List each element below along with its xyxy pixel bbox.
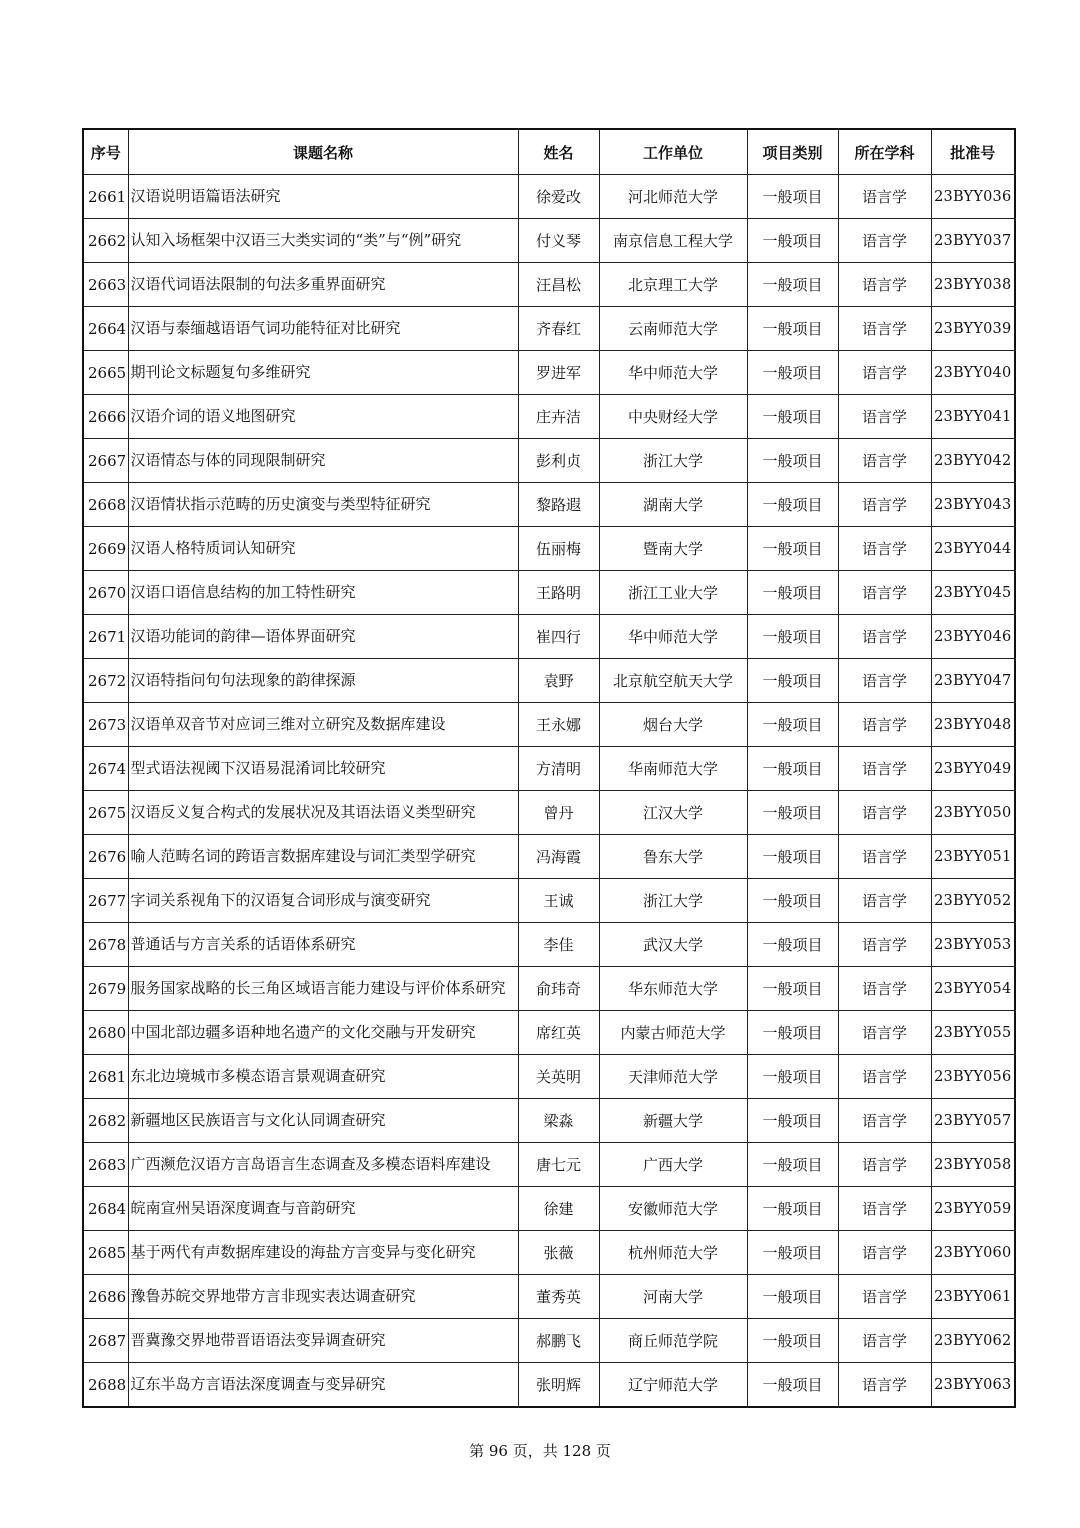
- cell-approval-number: 23BYY040: [931, 351, 1015, 395]
- cell-discipline: 语言学: [838, 1011, 931, 1055]
- cell-project-category: 一般项目: [747, 615, 838, 659]
- cell-project-title: 辽东半岛方言语法深度调查与变异研究: [128, 1363, 518, 1408]
- cell-name: 袁野: [518, 659, 599, 703]
- cell-discipline: 语言学: [838, 747, 931, 791]
- cell-project-title: 汉语反义复合构式的发展状况及其语法语义类型研究: [128, 791, 518, 835]
- cell-work-unit: 北京航空航天大学: [599, 659, 747, 703]
- cell-approval-number: 23BYY051: [931, 835, 1015, 879]
- cell-serial-number: 2671: [83, 615, 128, 659]
- project-list-table-container: [82, 128, 1014, 1408]
- table-row: [83, 923, 1015, 967]
- cell-discipline: 语言学: [838, 175, 931, 219]
- cell-name: 郝鹏飞: [518, 1319, 599, 1363]
- cell-serial-number: 2681: [83, 1055, 128, 1099]
- cell-approval-number: 23BYY058: [931, 1143, 1015, 1187]
- cell-project-title: 汉语代词语法限制的句法多重界面研究: [128, 263, 518, 307]
- table-row: [83, 527, 1015, 571]
- cell-project-category: 一般项目: [747, 1275, 838, 1319]
- cell-work-unit: 广西大学: [599, 1143, 747, 1187]
- header-discipline: 所在学科: [838, 129, 931, 175]
- cell-approval-number: 23BYY057: [931, 1099, 1015, 1143]
- cell-serial-number: 2677: [83, 879, 128, 923]
- cell-discipline: 语言学: [838, 1319, 931, 1363]
- cell-name: 庄卉洁: [518, 395, 599, 439]
- cell-serial-number: 2688: [83, 1363, 128, 1408]
- cell-work-unit: 暨南大学: [599, 527, 747, 571]
- cell-name: 唐七元: [518, 1143, 599, 1187]
- cell-approval-number: 23BYY053: [931, 923, 1015, 967]
- cell-name: 付义琴: [518, 219, 599, 263]
- cell-serial-number: 2664: [83, 307, 128, 351]
- cell-approval-number: 23BYY061: [931, 1275, 1015, 1319]
- cell-name: 董秀英: [518, 1275, 599, 1319]
- cell-approval-number: 23BYY063: [931, 1363, 1015, 1408]
- header-name: 姓名: [518, 129, 599, 175]
- cell-project-category: 一般项目: [747, 1231, 838, 1275]
- cell-approval-number: 23BYY043: [931, 483, 1015, 527]
- header-approval-number: 批准号: [931, 129, 1015, 175]
- cell-work-unit: 华东师范大学: [599, 967, 747, 1011]
- table-row: [83, 1055, 1015, 1099]
- table-row: [83, 1187, 1015, 1231]
- cell-name: 方清明: [518, 747, 599, 791]
- cell-work-unit: 内蒙古师范大学: [599, 1011, 747, 1055]
- header-project-category: 项目类别: [747, 129, 838, 175]
- cell-discipline: 语言学: [838, 1099, 931, 1143]
- cell-project-title: 豫鲁苏皖交界地带方言非现实表达调查研究: [128, 1275, 518, 1319]
- table-row: [83, 1231, 1015, 1275]
- cell-project-title: 汉语情状指示范畴的历史演变与类型特征研究: [128, 483, 518, 527]
- header-work-unit: 工作单位: [599, 129, 747, 175]
- cell-serial-number: 2675: [83, 791, 128, 835]
- cell-project-title: 汉语介词的语义地图研究: [128, 395, 518, 439]
- cell-project-title: 东北边境城市多模态语言景观调查研究: [128, 1055, 518, 1099]
- table-row: [83, 1011, 1015, 1055]
- cell-work-unit: 中央财经大学: [599, 395, 747, 439]
- cell-serial-number: 2676: [83, 835, 128, 879]
- cell-approval-number: 23BYY060: [931, 1231, 1015, 1275]
- cell-serial-number: 2672: [83, 659, 128, 703]
- cell-serial-number: 2687: [83, 1319, 128, 1363]
- cell-approval-number: 23BYY041: [931, 395, 1015, 439]
- cell-name: 罗进军: [518, 351, 599, 395]
- cell-discipline: 语言学: [838, 527, 931, 571]
- cell-serial-number: 2680: [83, 1011, 128, 1055]
- cell-work-unit: 南京信息工程大学: [599, 219, 747, 263]
- table-row: [83, 439, 1015, 483]
- cell-approval-number: 23BYY062: [931, 1319, 1015, 1363]
- cell-discipline: 语言学: [838, 835, 931, 879]
- cell-project-title: 汉语特指问句句法现象的韵律探源: [128, 659, 518, 703]
- cell-project-category: 一般项目: [747, 483, 838, 527]
- table-row: [83, 307, 1015, 351]
- cell-approval-number: 23BYY037: [931, 219, 1015, 263]
- cell-work-unit: 华南师范大学: [599, 747, 747, 791]
- cell-approval-number: 23BYY047: [931, 659, 1015, 703]
- cell-name: 徐建: [518, 1187, 599, 1231]
- table-row: [83, 791, 1015, 835]
- cell-approval-number: 23BYY045: [931, 571, 1015, 615]
- cell-project-category: 一般项目: [747, 527, 838, 571]
- cell-name: 王诚: [518, 879, 599, 923]
- cell-project-title: 汉语口语信息结构的加工特性研究: [128, 571, 518, 615]
- cell-serial-number: 2661: [83, 175, 128, 219]
- cell-project-category: 一般项目: [747, 263, 838, 307]
- cell-name: 黎路遐: [518, 483, 599, 527]
- table-row: [83, 571, 1015, 615]
- table-row: [83, 1363, 1015, 1408]
- cell-project-title: 型式语法视阈下汉语易混淆词比较研究: [128, 747, 518, 791]
- cell-project-title: 服务国家战略的长三角区域语言能力建设与评价体系研究: [128, 967, 518, 1011]
- cell-discipline: 语言学: [838, 1231, 931, 1275]
- cell-discipline: 语言学: [838, 263, 931, 307]
- cell-work-unit: 浙江大学: [599, 879, 747, 923]
- cell-project-category: 一般项目: [747, 571, 838, 615]
- cell-project-title: 中国北部边疆多语种地名遗产的文化交融与开发研究: [128, 1011, 518, 1055]
- cell-name: 曾丹: [518, 791, 599, 835]
- cell-project-title: 汉语单双音节对应词三维对立研究及数据库建设: [128, 703, 518, 747]
- cell-discipline: 语言学: [838, 439, 931, 483]
- cell-name: 齐春红: [518, 307, 599, 351]
- table-row: [83, 967, 1015, 1011]
- table-row: [83, 1099, 1015, 1143]
- cell-name: 俞玮奇: [518, 967, 599, 1011]
- table-row: [83, 1143, 1015, 1187]
- cell-work-unit: 浙江工业大学: [599, 571, 747, 615]
- cell-work-unit: 华中师范大学: [599, 615, 747, 659]
- cell-project-category: 一般项目: [747, 747, 838, 791]
- cell-serial-number: 2670: [83, 571, 128, 615]
- cell-discipline: 语言学: [838, 1275, 931, 1319]
- cell-work-unit: 河南大学: [599, 1275, 747, 1319]
- cell-discipline: 语言学: [838, 879, 931, 923]
- cell-name: 张明辉: [518, 1363, 599, 1408]
- cell-name: 彭利贞: [518, 439, 599, 483]
- cell-project-title: 汉语情态与体的同现限制研究: [128, 439, 518, 483]
- cell-work-unit: 武汉大学: [599, 923, 747, 967]
- cell-project-category: 一般项目: [747, 923, 838, 967]
- cell-serial-number: 2669: [83, 527, 128, 571]
- cell-work-unit: 湖南大学: [599, 483, 747, 527]
- cell-work-unit: 鲁东大学: [599, 835, 747, 879]
- cell-project-title: 汉语说明语篇语法研究: [128, 175, 518, 219]
- cell-work-unit: 商丘师范学院: [599, 1319, 747, 1363]
- cell-project-category: 一般项目: [747, 1055, 838, 1099]
- cell-name: 伍丽梅: [518, 527, 599, 571]
- cell-name: 关英明: [518, 1055, 599, 1099]
- cell-discipline: 语言学: [838, 791, 931, 835]
- cell-project-title: 广西濒危汉语方言岛语言生态调查及多模态语料库建设: [128, 1143, 518, 1187]
- cell-serial-number: 2684: [83, 1187, 128, 1231]
- cell-name: 汪昌松: [518, 263, 599, 307]
- table-row: [83, 659, 1015, 703]
- header-serial-number: 序号: [83, 129, 128, 175]
- cell-approval-number: 23BYY059: [931, 1187, 1015, 1231]
- cell-work-unit: 河北师范大学: [599, 175, 747, 219]
- page-footer: 第 96 页，共 128 页: [469, 1442, 611, 1460]
- cell-project-category: 一般项目: [747, 175, 838, 219]
- table-row: [83, 395, 1015, 439]
- cell-serial-number: 2683: [83, 1143, 128, 1187]
- table-row: [83, 703, 1015, 747]
- cell-project-title: 普通话与方言关系的话语体系研究: [128, 923, 518, 967]
- cell-serial-number: 2666: [83, 395, 128, 439]
- cell-project-category: 一般项目: [747, 1011, 838, 1055]
- cell-discipline: 语言学: [838, 571, 931, 615]
- cell-approval-number: 23BYY042: [931, 439, 1015, 483]
- cell-work-unit: 云南师范大学: [599, 307, 747, 351]
- table-row: [83, 747, 1015, 791]
- cell-project-title: 汉语功能词的韵律—语体界面研究: [128, 615, 518, 659]
- cell-work-unit: 浙江大学: [599, 439, 747, 483]
- cell-project-category: 一般项目: [747, 659, 838, 703]
- cell-name: 张薇: [518, 1231, 599, 1275]
- cell-project-category: 一般项目: [747, 703, 838, 747]
- cell-work-unit: 安徽师范大学: [599, 1187, 747, 1231]
- cell-project-category: 一般项目: [747, 967, 838, 1011]
- cell-project-category: 一般项目: [747, 1363, 838, 1408]
- cell-work-unit: 天津师范大学: [599, 1055, 747, 1099]
- project-list-table: [82, 128, 1016, 1408]
- cell-serial-number: 2668: [83, 483, 128, 527]
- cell-discipline: 语言学: [838, 923, 931, 967]
- cell-approval-number: 23BYY046: [931, 615, 1015, 659]
- cell-discipline: 语言学: [838, 219, 931, 263]
- table-row: [83, 1275, 1015, 1319]
- cell-project-category: 一般项目: [747, 1099, 838, 1143]
- cell-approval-number: 23BYY055: [931, 1011, 1015, 1055]
- cell-name: 席红英: [518, 1011, 599, 1055]
- cell-name: 梁淼: [518, 1099, 599, 1143]
- cell-name: 李佳: [518, 923, 599, 967]
- cell-work-unit: 北京理工大学: [599, 263, 747, 307]
- cell-discipline: 语言学: [838, 307, 931, 351]
- table-row: [83, 175, 1015, 219]
- cell-project-title: 皖南宣州吴语深度调查与音韵研究: [128, 1187, 518, 1231]
- cell-project-category: 一般项目: [747, 395, 838, 439]
- cell-project-category: 一般项目: [747, 1187, 838, 1231]
- cell-approval-number: 23BYY050: [931, 791, 1015, 835]
- cell-project-title: 晋冀豫交界地带晋语语法变异调查研究: [128, 1319, 518, 1363]
- cell-serial-number: 2673: [83, 703, 128, 747]
- cell-serial-number: 2663: [83, 263, 128, 307]
- cell-project-title: 汉语与泰缅越语语气词功能特征对比研究: [128, 307, 518, 351]
- cell-project-category: 一般项目: [747, 1143, 838, 1187]
- cell-project-title: 基于两代有声数据库建设的海盐方言变异与变化研究: [128, 1231, 518, 1275]
- cell-discipline: 语言学: [838, 483, 931, 527]
- cell-discipline: 语言学: [838, 703, 931, 747]
- cell-project-category: 一般项目: [747, 219, 838, 263]
- cell-project-title: 认知入场框架中汉语三大类实词的“类”与“例”研究: [128, 219, 518, 263]
- cell-project-category: 一般项目: [747, 879, 838, 923]
- cell-project-title: 喻人范畴名词的跨语言数据库建设与词汇类型学研究: [128, 835, 518, 879]
- cell-name: 崔四行: [518, 615, 599, 659]
- cell-discipline: 语言学: [838, 395, 931, 439]
- cell-name: 王永娜: [518, 703, 599, 747]
- cell-approval-number: 23BYY038: [931, 263, 1015, 307]
- cell-approval-number: 23BYY044: [931, 527, 1015, 571]
- table-row: [83, 835, 1015, 879]
- cell-discipline: 语言学: [838, 351, 931, 395]
- cell-project-category: 一般项目: [747, 351, 838, 395]
- cell-project-title: 新疆地区民族语言与文化认同调查研究: [128, 1099, 518, 1143]
- cell-serial-number: 2665: [83, 351, 128, 395]
- cell-serial-number: 2682: [83, 1099, 128, 1143]
- cell-serial-number: 2667: [83, 439, 128, 483]
- cell-discipline: 语言学: [838, 659, 931, 703]
- cell-serial-number: 2662: [83, 219, 128, 263]
- table-header-row: [83, 129, 1015, 175]
- table-row: [83, 263, 1015, 307]
- cell-serial-number: 2678: [83, 923, 128, 967]
- cell-discipline: 语言学: [838, 1363, 931, 1408]
- header-project-title: 课题名称: [128, 129, 518, 175]
- table-row: [83, 879, 1015, 923]
- cell-serial-number: 2679: [83, 967, 128, 1011]
- cell-name: 王路明: [518, 571, 599, 615]
- cell-discipline: 语言学: [838, 967, 931, 1011]
- cell-serial-number: 2685: [83, 1231, 128, 1275]
- cell-approval-number: 23BYY056: [931, 1055, 1015, 1099]
- cell-serial-number: 2674: [83, 747, 128, 791]
- cell-project-category: 一般项目: [747, 307, 838, 351]
- cell-work-unit: 江汉大学: [599, 791, 747, 835]
- cell-name: 冯海霞: [518, 835, 599, 879]
- cell-discipline: 语言学: [838, 615, 931, 659]
- cell-work-unit: 新疆大学: [599, 1099, 747, 1143]
- cell-approval-number: 23BYY048: [931, 703, 1015, 747]
- cell-approval-number: 23BYY052: [931, 879, 1015, 923]
- cell-discipline: 语言学: [838, 1055, 931, 1099]
- table-row: [83, 483, 1015, 527]
- cell-serial-number: 2686: [83, 1275, 128, 1319]
- cell-discipline: 语言学: [838, 1143, 931, 1187]
- table-row: [83, 351, 1015, 395]
- table-row: [83, 1319, 1015, 1363]
- cell-project-title: 字词关系视角下的汉语复合词形成与演变研究: [128, 879, 518, 923]
- cell-work-unit: 杭州师范大学: [599, 1231, 747, 1275]
- cell-discipline: 语言学: [838, 1187, 931, 1231]
- cell-approval-number: 23BYY036: [931, 175, 1015, 219]
- cell-project-category: 一般项目: [747, 1319, 838, 1363]
- cell-name: 徐爱改: [518, 175, 599, 219]
- cell-work-unit: 烟台大学: [599, 703, 747, 747]
- cell-project-category: 一般项目: [747, 439, 838, 483]
- cell-approval-number: 23BYY049: [931, 747, 1015, 791]
- cell-approval-number: 23BYY039: [931, 307, 1015, 351]
- cell-work-unit: 华中师范大学: [599, 351, 747, 395]
- cell-approval-number: 23BYY054: [931, 967, 1015, 1011]
- table-row: [83, 219, 1015, 263]
- cell-project-category: 一般项目: [747, 791, 838, 835]
- cell-project-title: 期刊论文标题复句多维研究: [128, 351, 518, 395]
- cell-project-category: 一般项目: [747, 835, 838, 879]
- table-row: [83, 615, 1015, 659]
- table-body: [83, 175, 1015, 1408]
- cell-project-title: 汉语人格特质词认知研究: [128, 527, 518, 571]
- cell-work-unit: 辽宁师范大学: [599, 1363, 747, 1408]
